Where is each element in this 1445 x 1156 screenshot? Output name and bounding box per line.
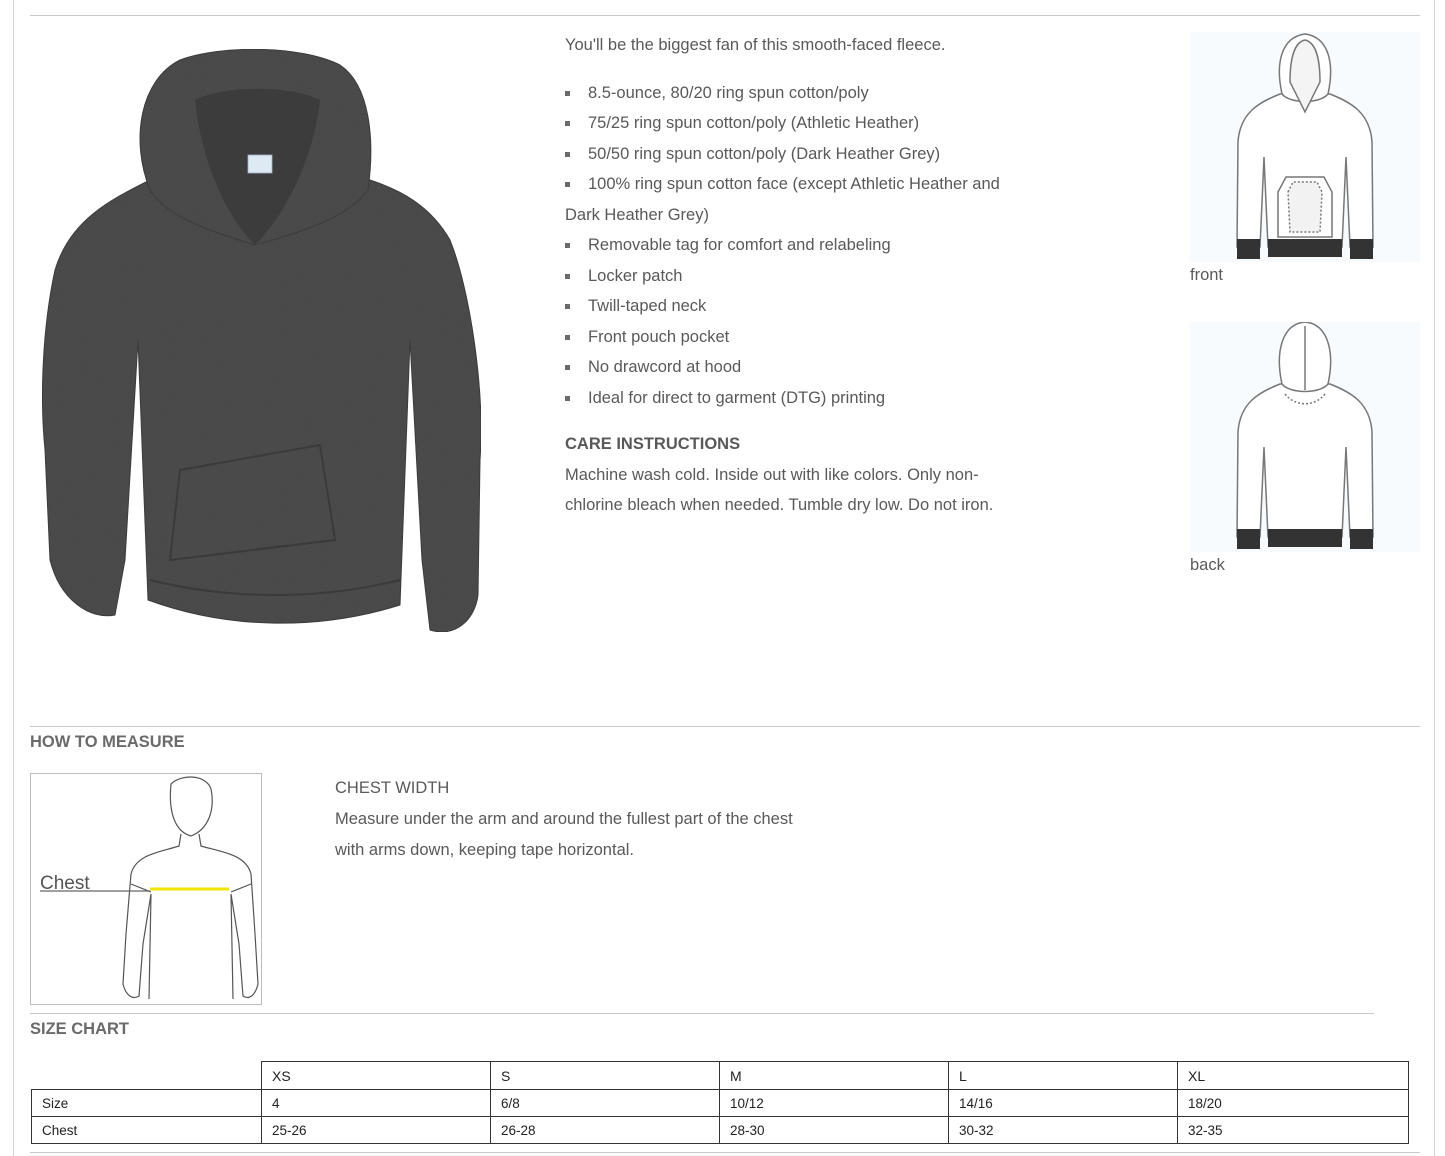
chest-width-instructions bbox=[335, 773, 855, 866]
table-cell: 14/16 bbox=[949, 1090, 1178, 1117]
body-outline-chest-measure bbox=[30, 773, 262, 1005]
table-cell: 32-35 bbox=[1178, 1117, 1409, 1144]
table-cell: 6/8 bbox=[491, 1090, 720, 1117]
feature-item: Locker patch bbox=[565, 261, 1035, 292]
feature-item: Twill-taped neck bbox=[565, 291, 1035, 322]
top-divider bbox=[30, 15, 1420, 16]
back-view-label: back bbox=[1190, 556, 1225, 574]
feature-item: 100% ring spun cotton face (except Athletic Heather and Dark Heather Grey) bbox=[565, 169, 1035, 230]
size-chart-title: SIZE CHART bbox=[30, 1020, 129, 1038]
table-cell: 28-30 bbox=[720, 1117, 949, 1144]
size-column-header: M bbox=[720, 1062, 949, 1090]
feature-item: 8.5-ounce, 80/20 ring spun cotton/poly bbox=[565, 78, 1035, 109]
row-label: Chest bbox=[32, 1117, 262, 1144]
chest-width-heading: CHEST WIDTH bbox=[335, 779, 450, 797]
bottom-divider bbox=[30, 1152, 1420, 1153]
size-column-header: S bbox=[491, 1062, 720, 1090]
row-label: Size bbox=[32, 1090, 262, 1117]
feature-list bbox=[565, 78, 1035, 414]
hoodie-back-sketch bbox=[1190, 322, 1420, 552]
frame-right-border bbox=[1434, 0, 1435, 1156]
table-row bbox=[32, 1090, 1409, 1117]
front-view-label: front bbox=[1190, 266, 1224, 284]
feature-item: Ideal for direct to garment (DTG) printing bbox=[565, 383, 1035, 414]
header-corner-cell bbox=[32, 1062, 262, 1090]
feature-item: No drawcord at hood bbox=[565, 352, 1035, 383]
frame-left-border bbox=[13, 0, 14, 1156]
table-cell: 25-26 bbox=[262, 1117, 491, 1144]
feature-item: Removable tag for comfort and relabeling bbox=[565, 230, 1035, 261]
care-instructions-text: Machine wash cold. Inside out with like colors. Only non-chlorine bleach when needed. Tumble dry low. Do not iron. bbox=[565, 465, 994, 514]
table-cell: 10/12 bbox=[720, 1090, 949, 1117]
size-column-header: L bbox=[949, 1062, 1178, 1090]
size-chart-header-row bbox=[32, 1062, 1409, 1090]
product-description bbox=[565, 30, 1035, 521]
hoodie-front-sketch bbox=[1190, 32, 1420, 262]
feature-item: 50/50 ring spun cotton/poly (Dark Heather Grey) bbox=[565, 139, 1035, 170]
chest-width-text-line2: with arms down, keeping tape horizontal. bbox=[335, 841, 634, 859]
feature-item: 75/25 ring spun cotton/poly (Athletic Heather) bbox=[565, 108, 1035, 139]
size-chart-table bbox=[31, 1061, 1409, 1144]
table-cell: 18/20 bbox=[1178, 1090, 1409, 1117]
chest-figure-label: Chest bbox=[40, 873, 90, 894]
size-chart-divider bbox=[30, 1013, 1374, 1014]
size-column-header: XL bbox=[1178, 1062, 1409, 1090]
table-cell: 30-32 bbox=[949, 1117, 1178, 1144]
care-instructions-title: CARE INSTRUCTIONS bbox=[565, 435, 741, 453]
table-cell: 26-28 bbox=[491, 1117, 720, 1144]
feature-item: Front pouch pocket bbox=[565, 322, 1035, 353]
size-column-header: XS bbox=[262, 1062, 491, 1090]
table-cell: 4 bbox=[262, 1090, 491, 1117]
product-intro: You'll be the biggest fan of this smooth-faced fleece. bbox=[565, 36, 946, 54]
gray-hoodie-photo bbox=[30, 40, 490, 650]
chest-width-text-line1: Measure under the arm and around the fullest part of the chest bbox=[335, 810, 793, 828]
how-to-measure-title: HOW TO MEASURE bbox=[30, 733, 185, 751]
measure-divider bbox=[30, 726, 1420, 727]
table-row bbox=[32, 1117, 1409, 1144]
